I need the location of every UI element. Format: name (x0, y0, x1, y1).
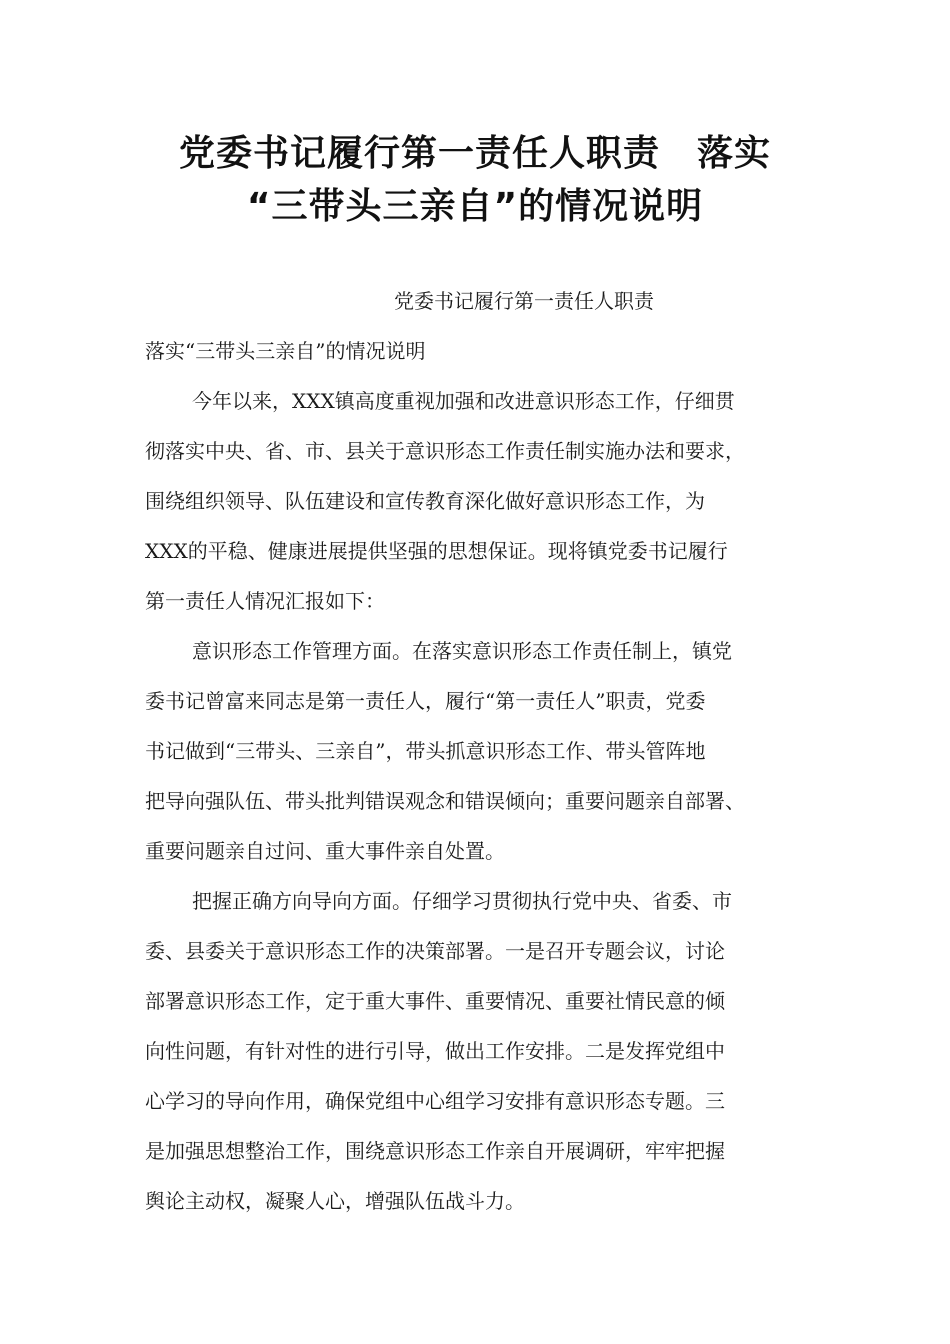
paragraph-2-line: 把导向强队伍、带头批判错误观念和错误倾向；重要问题亲自部署、 (145, 789, 745, 813)
paragraph-2-line: 重要问题亲自过问、重大事件亲自处置。 (145, 839, 505, 863)
subtitle-line-2: 落实“三带头三亲自”的情况说明 (145, 339, 426, 363)
paragraph-2-line: 书记做到“三带头、三亲自”，带头抓意识形态工作、带头管阵地 (145, 739, 706, 763)
paragraph-3-line: 把握正确方向导向方面。仔细学习贯彻执行党中央、省委、市 (192, 889, 732, 913)
paragraph-3-line: 心学习的导向作用，确保党组中心组学习安排有意识形态专题。三 (145, 1089, 725, 1113)
document-title-line-2: “三带头三亲自”的情况说明 (246, 186, 704, 227)
paragraph-3-line: 向性问题，有针对性的进行引导，做出工作安排。二是发挥党组中 (145, 1039, 725, 1063)
paragraph-1-line: 围绕组织领导、队伍建设和宣传教育深化做好意识形态工作，为 (145, 489, 705, 513)
subtitle-line-1: 党委书记履行第一责任人职责 (394, 289, 654, 313)
paragraph-3-line: 是加强思想整治工作，围绕意识形态工作亲自开展调研，牢牢把握 (145, 1139, 725, 1163)
paragraph-1-line: 今年以来，XXX镇高度重视加强和改进意识形态工作，仔细贯 (192, 389, 735, 413)
paragraph-2-line: 意识形态工作管理方面。在落实意识形态工作责任制上，镇党 (192, 639, 732, 663)
paragraph-3-line: 部署意识形态工作，定于重大事件、重要情况、重要社情民意的倾 (145, 989, 725, 1013)
paragraph-1-line: 彻落实中央、省、市、县关于意识形态工作责任制实施办法和要求， (145, 439, 745, 463)
paragraph-2-line: 委书记曾富来同志是第一责任人，履行“第一责任人”职责，党委 (145, 689, 706, 713)
paragraph-1-line: XXX的平稳、健康进展提供坚强的思想保证。现将镇党委书记履行 (145, 539, 728, 563)
paragraph-1-line: 第一责任人情况汇报如下： (145, 589, 385, 613)
document-title-line-1: 党委书记履行第一责任人职责 落实 (178, 133, 771, 174)
paragraph-3-line: 委、县委关于意识形态工作的决策部署。一是召开专题会议，讨论 (145, 939, 725, 963)
paragraph-3-line: 舆论主动权，凝聚人心，增强队伍战斗力。 (145, 1189, 525, 1213)
